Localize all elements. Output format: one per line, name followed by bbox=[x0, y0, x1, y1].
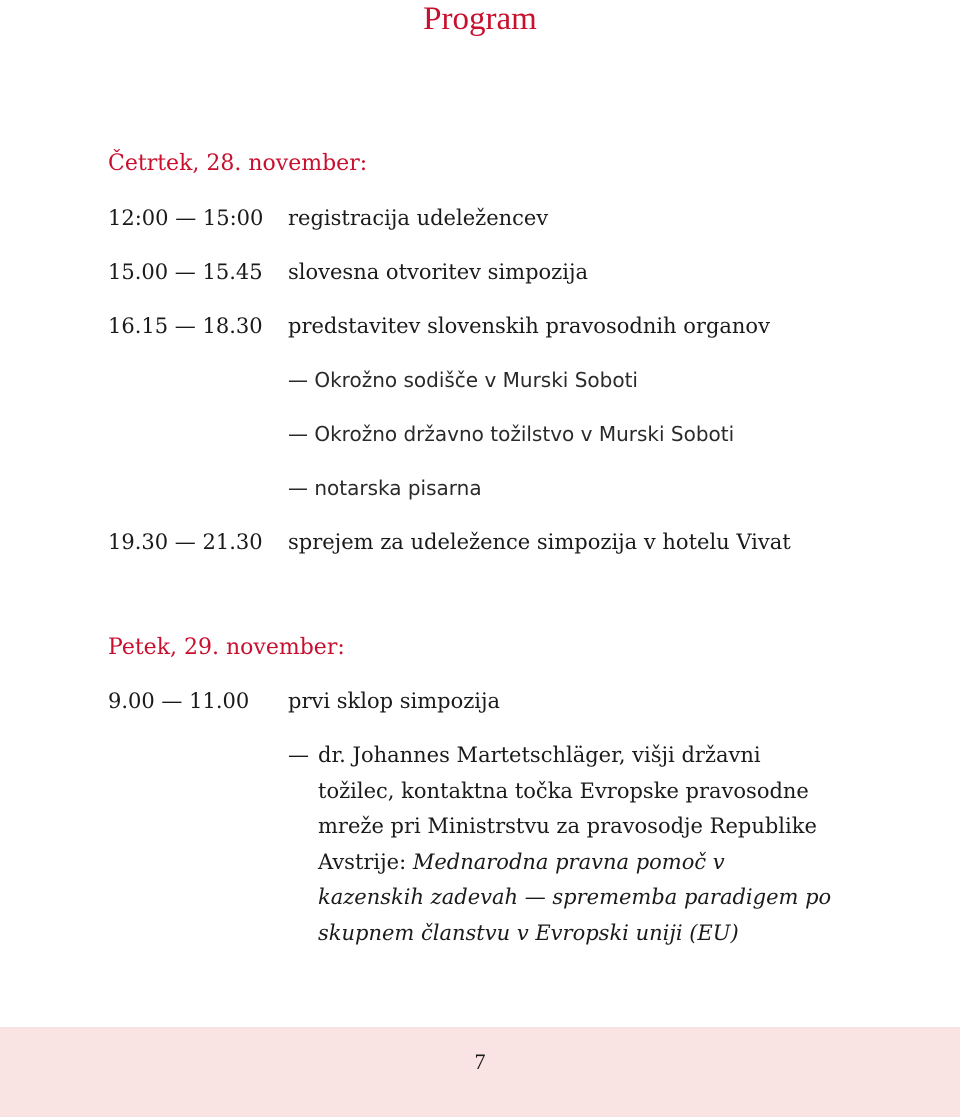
speaker-line bbox=[288, 738, 888, 774]
speaker-name: dr. Johannes Martetschläger, višji državni bbox=[318, 743, 761, 767]
page-title: Program bbox=[423, 1, 537, 37]
speaker-line: mreže pri Ministrstvu za pravosodje Republike bbox=[318, 814, 817, 838]
sub-item-court: — Okrožno sodišče v Murski Soboti bbox=[288, 368, 638, 392]
schedule-description: prvi sklop simpozija bbox=[288, 689, 501, 713]
page-number: 7 bbox=[474, 1049, 486, 1074]
speaker-line bbox=[288, 845, 888, 881]
schedule-time: 16.15 — 18.30 bbox=[108, 314, 263, 338]
sub-item-notary: — notarska pisarna bbox=[288, 476, 482, 500]
speaker-line: tožilec, kontaktna točka Evropske pravosodne bbox=[318, 778, 809, 803]
talk-title-line bbox=[288, 880, 888, 916]
sub-item-prosecution: — Okrožno državno tožilstvo v Murski Soboti bbox=[288, 422, 735, 446]
dash-glyph: — bbox=[288, 743, 309, 767]
talk-title: Mednarodna pravna pomoč v bbox=[412, 849, 725, 874]
schedule-description: sprejem za udeležence simpozija v hotelu Vivat bbox=[288, 530, 791, 554]
schedule-description: predstavitev slovenskih pravosodnih organov bbox=[288, 314, 770, 338]
talk-title-line bbox=[288, 916, 888, 952]
day-heading-thursday: Četrtek, 28. november: bbox=[108, 151, 368, 176]
day-heading-friday: Petek, 29. november: bbox=[108, 635, 345, 660]
speaker-entry bbox=[288, 738, 888, 951]
schedule-description: registracija udeležencev bbox=[288, 206, 549, 230]
schedule-time: 15.00 — 15.45 bbox=[108, 260, 263, 284]
talk-title: kazenskih zadevah — sprememba paradigem po bbox=[318, 885, 832, 909]
schedule-time: 9.00 — 11.00 bbox=[108, 689, 250, 713]
schedule-description: slovesna otvoritev simpozija bbox=[288, 260, 588, 284]
schedule-time: 19.30 — 21.30 bbox=[108, 530, 263, 554]
talk-title: skupnem članstvu v Evropski uniji (EU) bbox=[318, 920, 739, 945]
speaker-country: Avstrije: bbox=[318, 849, 413, 874]
schedule-time: 12:00 — 15:00 bbox=[108, 206, 264, 230]
